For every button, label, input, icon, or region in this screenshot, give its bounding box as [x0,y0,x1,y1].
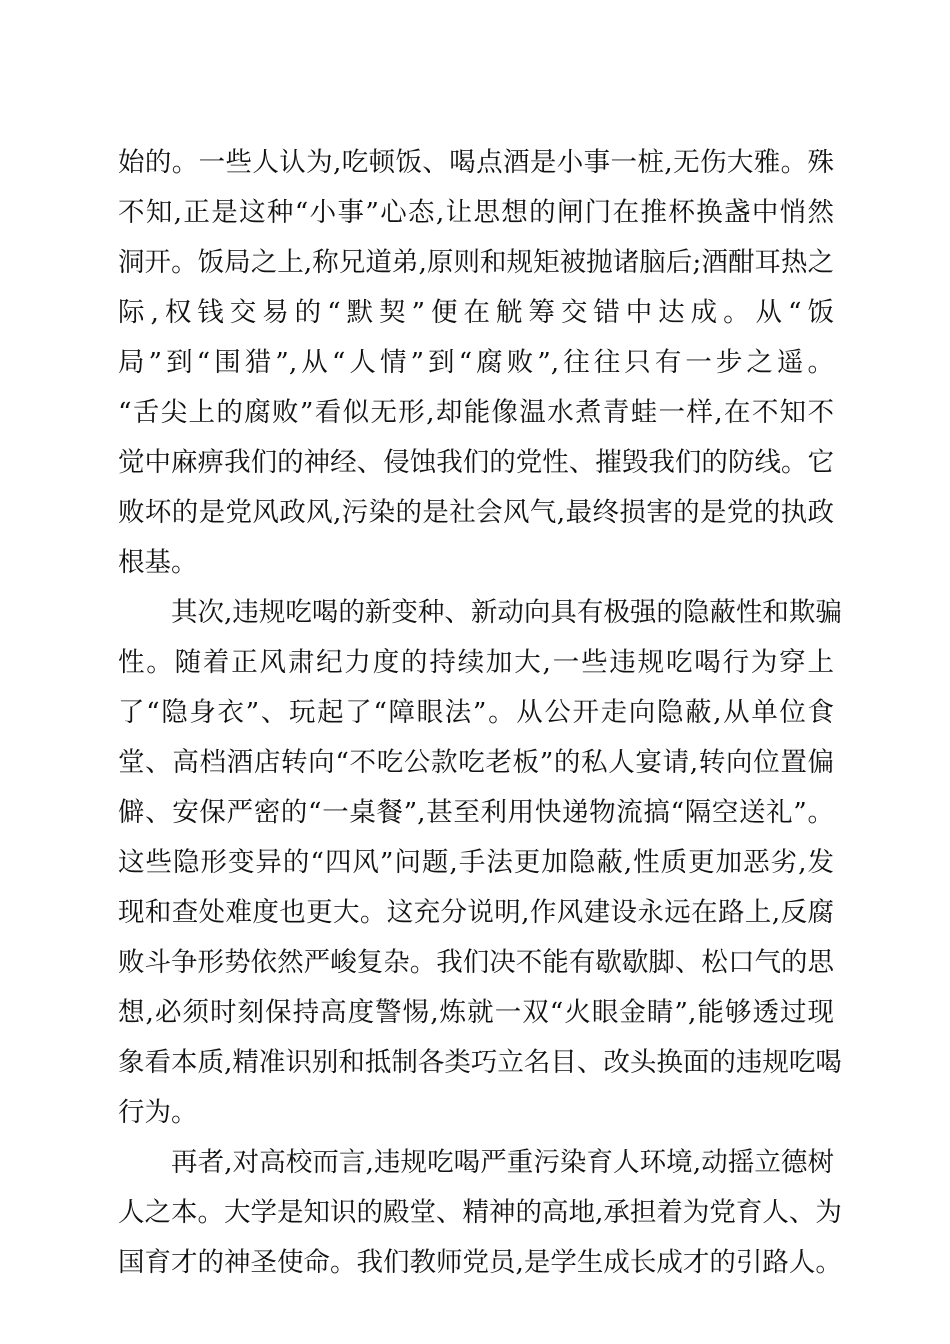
text-line: 国育才的神圣使命。我们教师党员,是学生成长成才的引路人。 [118,1247,842,1278]
text-line: 洞开。饭局之上,称兄道弟,原则和规矩被抛诸脑后;酒酣耳热之 [118,247,834,278]
body-text [118,138,842,1288]
text-line: 人之本。大学是知识的殿堂、精神的高地,承担着为党育人、为 [118,1197,842,1228]
text-line: 想,必须时刻保持高度警惕,炼就一双“火眼金睛”,能够透过现 [118,997,834,1028]
text-line: 根基。 [118,547,198,578]
text-line: 不知,正是这种“小事”心态,让思想的闸门在推杯换盏中悄然 [118,197,834,228]
text-line: 败斗争形势依然严峻复杂。我们决不能有歇歇脚、松口气的思 [118,947,834,978]
text-line: 局”到“围猎”,从“人情”到“腐败”,往往只有一步之遥。 [118,347,834,378]
text-line: 败坏的是党风政风,污染的是社会风气,最终损害的是党的执政 [118,497,834,528]
text-line: 象看本质,精准识别和抵制各类巧立名目、改头换面的违规吃喝 [118,1047,842,1078]
text-line: 再者,对高校而言,违规吃喝严重污染育人环境,动摇立德树 [171,1147,834,1178]
text-line: “舌尖上的腐败”看似无形,却能像温水煮青蛙一样,在不知不 [118,397,834,428]
text-line: 行为。 [118,1097,198,1128]
text-line: 性。随着正风肃纪力度的持续加大,一些违规吃喝行为穿上 [118,647,834,678]
text-line: 堂、高档酒店转向“不吃公款吃老板”的私人宴请,转向位置偏 [118,747,834,778]
text-line: 僻、安保严密的“一桌餐”,甚至利用快递物流搞“隔空送礼”。 [118,797,834,828]
text-line: 现和查处难度也更大。这充分说明,作风建设永远在路上,反腐 [118,897,834,928]
text-line: 际,权钱交易的“默契”便在觥筹交错中达成。从“饭 [118,297,834,328]
text-line: 这些隐形变异的“四风”问题,手法更加隐蔽,性质更加恶劣,发 [118,847,834,878]
text-line: 了“隐身衣”、玩起了“障眼法”。从公开走向隐蔽,从单位食 [118,697,834,728]
text-line: 其次,违规吃喝的新变种、新动向具有极强的隐蔽性和欺骗 [171,597,842,628]
text-line: 始的。一些人认为,吃顿饭、喝点酒是小事一桩,无伤大雅。殊 [118,147,834,178]
text-line: 觉中麻痹我们的神经、侵蚀我们的党性、摧毁我们的防线。它 [118,447,834,478]
